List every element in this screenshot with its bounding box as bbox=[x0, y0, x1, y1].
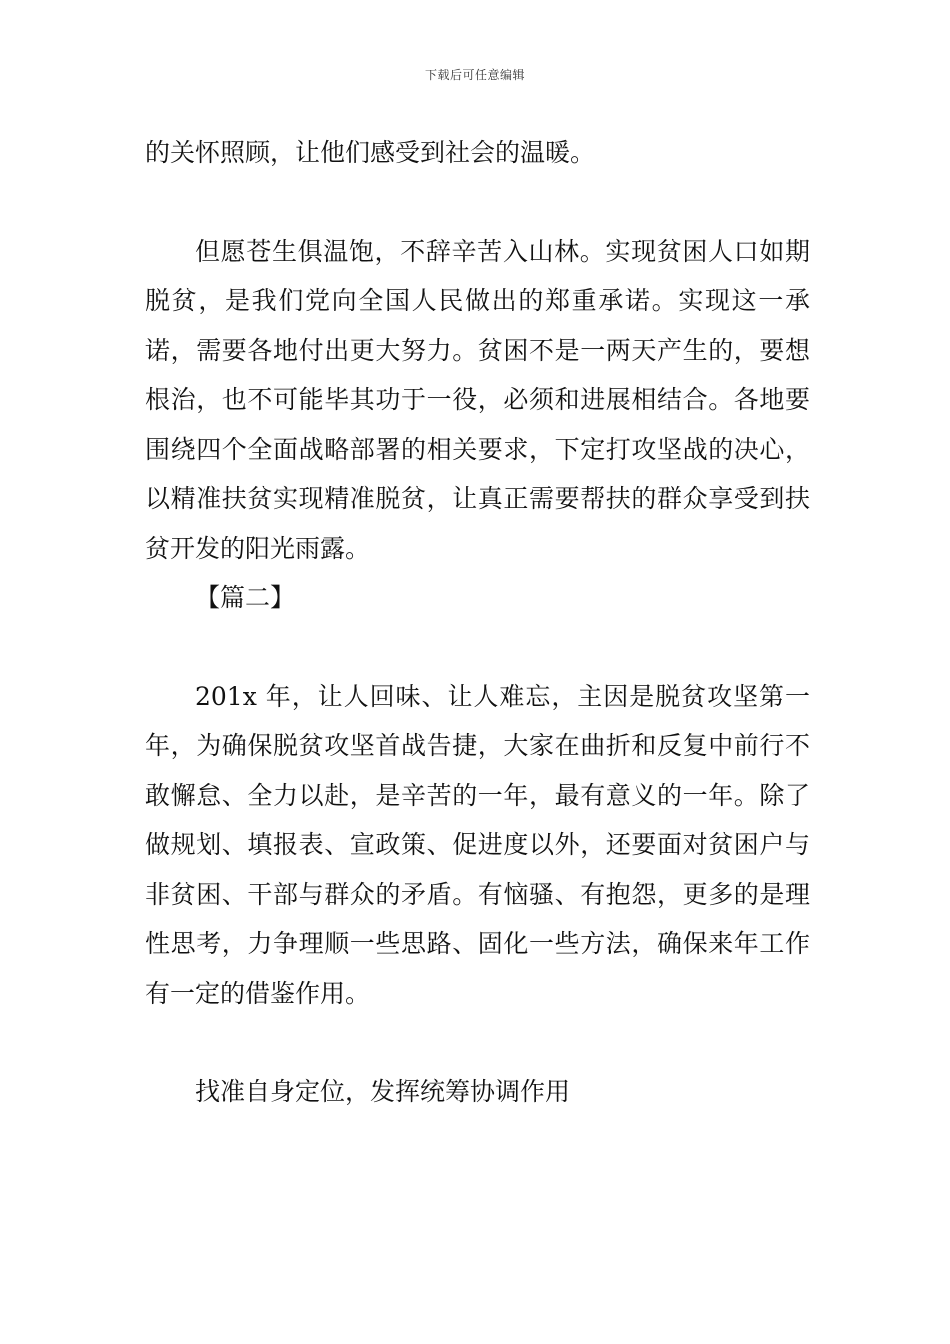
subheading-positioning: 找准自身定位，发挥统筹协调作用 bbox=[195, 1077, 571, 1106]
paragraph-continuation: 的关怀照顾，让他们感受到社会的温暖。 bbox=[145, 138, 596, 167]
paragraph-poverty-commitment: 但愿苍生俱温饱，不辞辛苦入山林。实现贫困人口如期脱贫，是我们党向全国人民做出的郑重承诺。实现这一承诺，需要各地付出更大努力。贫困不是一两天产生的，要想根治，也不可能毕其功于一役，必须和进展相结合。各地要围绕四个全面战略部署的相关要求，下定打攻坚战的决心，以精准扶贫实现精准脱贫，让真正需要帮扶的群众享受到扶贫开发的阳光雨露。 bbox=[145, 236, 810, 563]
section-heading: 【篇二】 bbox=[195, 583, 296, 612]
paragraph-year-review: 201x 年，让人回味、让人难忘，主因是脱贫攻坚第一年，为确保脱贫攻坚首战告捷，大家在曲折和反复中前行不敢懈怠、全力以赴，是辛苦的一年，最有意义的一年。除了做规划、填报表、宣政策、促进度以外，还要面对贫困户与非贫困、干部与群众的矛盾。有恼骚、有抱怨，更多的是理性思考，力争理顺一些思路、固化一些方法，确保来年工作有一定的借鉴作用。 bbox=[145, 681, 810, 1008]
header-note: 下载后可任意编辑 bbox=[424, 68, 525, 82]
document-body bbox=[145, 128, 810, 1117]
